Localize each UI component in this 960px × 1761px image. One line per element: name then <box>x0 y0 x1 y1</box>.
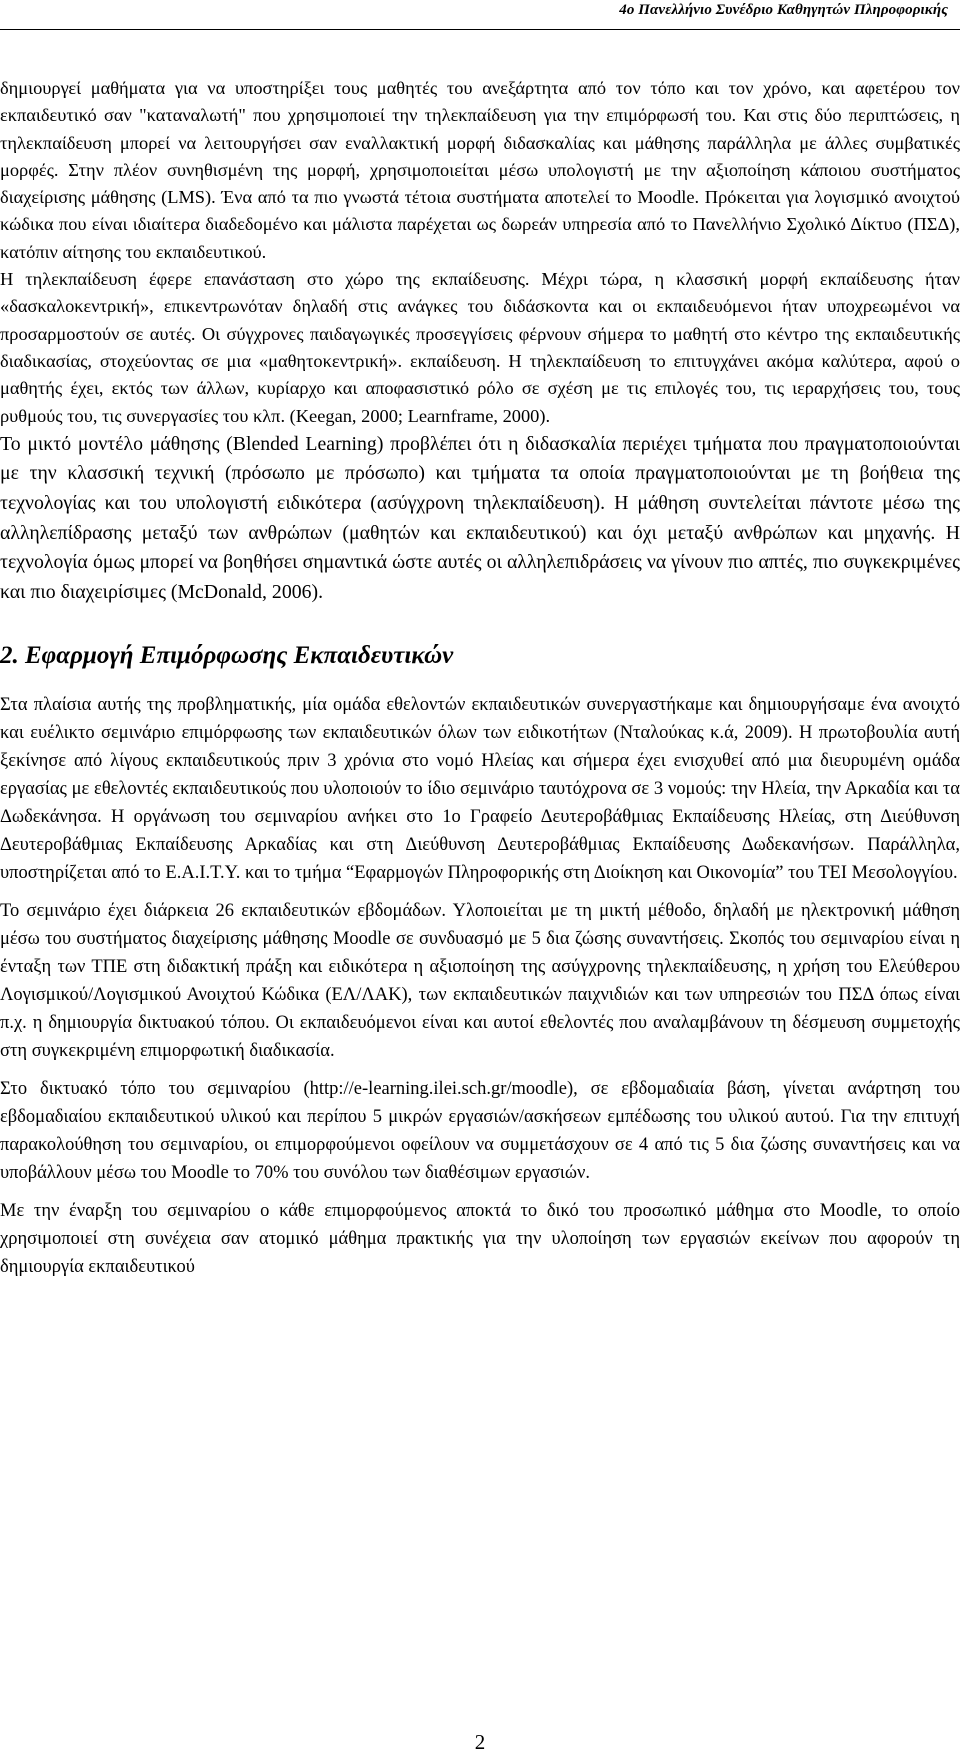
paragraph-revolution: Η τηλεκπαίδευση έφερε επανάσταση στο χώρο της εκπαίδευσης. Μέχρι τώρα, η κλασσική μορφή εκπαίδευσης ήταν «δασκαλοκεντρική», επικεντρωνόταν δηλαδή στις ανάγκες του διδάσκοντα και οι εκπαιδευόμενοι ήταν υποχρεωμένοι να προσαρμοστούν σε αυτές. Οι σύγχρονες παιδαγωγικές προσεγγίσεις φέρνουν σήμερα το μαθητή στο κέντρο της εκπαιδευτικής διαδικασίας, στοχεύοντας σε μια «μαθητοκεντρική». εκπαίδευση. Η τηλεκπαίδευση το επιτυγχάνει ακόμα καλύτερα, αφού ο μαθητής έχει, εκτός των άλλων, κυρίαρχο και αποφασιστικό ρόλο σε σχέση με τις επιλογές του, τις ιεραρχήσεις του, τους ρυθμούς του, τις συνεργασίες του κλπ. (Keegan, 2000; Learnframe, 2000). <box>0 269 960 426</box>
paragraph-blended-learning: Το μικτό μοντέλο μάθησης (Blended Learning) προβλέπει ότι η διδασκαλία περιέχει τμήματα που πραγματοποιούνται με την κλασσική τεχνική (πρόσωπο με πρόσωπο) και τμήματα τα οποία πραγματοποιούνται με τη βοήθεια της τεχνολογίας και του υπολογιστή ειδικότερα (ασύγχρονη τηλεκπαίδευση). Η μάθηση συντελείται πάντοτε μέσω της αλληλεπίδρασης μεταξύ των ανθρώπων (μαθητών και εκπαιδευτικού) και όχι μεταξύ ανθρώπων και μηχανής. Η τεχνολογία όμως μπορεί να βοηθήσει σημαντικά ώστε αυτές οι αλληλεπιδράσεις να γίνουν πιο απτές, πιο συγκεκριμένες και πιο διαχειρίσιμες (McDonald, 2006). <box>0 432 960 603</box>
section-heading: 2. Εφαρμογή Επιμόρφωσης Εκπαιδευτικών <box>0 642 454 670</box>
paragraph-lms: δημιουργεί μαθήματα για να υποστηρίξει τους μαθητές του ανεξάρτητα από τον τόπο και τον χρόνο, και αφετέρου τον εκπαιδευτικό σαν "καταναλωτή" που χρησιμοποιεί την τηλεκπαίδευση για την επιμόρφωσή του. Και στις δύο περιπτώσεις, η τηλεκπαίδευση μπορεί να λειτουργήσει σαν εναλλακτική μορφή διδασκαλίας και μάθησης παράλληλα με άλλες συμβατικές μορφές. Στην πλέον συνηθισμένη της μορφή, χρησιμοποιείται μέσω υπολογιστή με την αξιοποίηση κάποιου συστήματος διαχείρισης μάθησης (LMS). Ένα από τα πιο γνωστά τέτοια συστήματα αποτελεί το Moodle. Πρόκειται για λογισμικό ανοιχτού κώδικα που είναι ιδιαίτερα διαδεδομένο και μάλιστα παρέχεται ως δωρεάν υπηρεσία από το Πανελλήνιο Σχολικό Δίκτυο (ΠΣΔ), κατόπιν αίτησης του εκπαιδευτικού. <box>0 78 960 262</box>
paragraph-personal-course: Με την έναρξη του σεμιναρίου ο κάθε επιμορφούμενος αποκτά το δικό του προσωπικό μάθημα στο Moodle, το οποίο χρησιμοποιεί στη συνέχεια σαν ατομικό μάθημα πρακτικής για την υλοποίηση των εργασιών εκείνων που αφορούν τη δημιουργία εκπαιδευτικού <box>0 1201 960 1278</box>
page-content <box>0 75 960 1281</box>
header-divider <box>0 29 960 30</box>
page-number: 2 <box>474 1730 486 1754</box>
paragraph-seminar-website: Στο δικτυακό τόπο του σεμιναρίου (http://e-learning.ilei.sch.gr/moodle), σε εβδομαδιαία βάση, γίνεται ανάρτηση του εβδομαδιαίου εκπαιδευτικού υλικού και περίπου 5 μικρών εργασιών/ασκήσεων εμπέδωσης του υλικού αυτού. Για την επιτυχή παρακολούθηση του σεμιναρίου, οι επιμορφούμενοι οφείλουν να συμμετάσχουν σε 4 από τις 5 δια ζώσης συναντήσεις και να υποβάλλουν μέσω του Moodle το 70% του συνόλου των διαθέσιμων εργασιών. <box>0 1079 960 1184</box>
running-header: 4ο Πανελλήνιο Συνέδριο Καθηγητών Πληροφορικής <box>619 2 948 18</box>
paragraph-seminar-duration: Το σεμινάριο έχει διάρκεια 26 εκπαιδευτικών εβδομάδων. Υλοποιείται με τη μικτή μέθοδο, δηλαδή με ηλεκτρονική μάθηση μέσω του συστήματος διαχείρισης μάθησης Moodle σε συνδυασμό με 5 δια ζώσης συναντήσεις. Σκοπός του σεμιναρίου είναι η ένταξη των ΤΠΕ στη διδακτική πράξη και ειδικότερα η αξιοποίηση της ασύγχρονης τηλεκπαίδευσης, η χρήση του Ελεύθερου Λογισμικού/Λογισμικού Ανοιχτού Κώδικα (ΕΛ/ΛΑΚ), των εκπαιδευτικών παιχνιδιών και των υπηρεσιών του ΠΣΔ όπως είναι π.χ. η δημιουργία δικτυακού τόπου. Οι εκπαιδευόμενοι είναι και αυτοί εθελοντές που αναλαμβάνουν τη δέσμευση συμμετοχής στη συγκεκριμένη επιμορφωτική διαδικασία. <box>0 901 960 1062</box>
paragraph-seminar-intro: Στα πλαίσια αυτής της προβληματικής, μία ομάδα εθελοντών εκπαιδευτικών συνεργαστήκαμε και δημιουργήσαμε ένα ανοιχτό και ευέλικτο σεμινάριο επιμόρφωσης των εκπαιδευτικών όλων των ειδικοτήτων (Νταλούκας κ.ά, 2009). Η πρωτοβουλία αυτή ξεκίνησε από λίγους εκπαιδευτικούς πριν 3 χρόνια στο νομό Ηλείας και σήμερα έχει ενισχυθεί από μια διευρυμένη ομάδα εργασίας με εθελοντές εκπαιδευτικούς που υλοποιούν το ίδιο σεμινάριο ταυτόχρονα σε 3 νομούς: την Ηλεία, την Αρκαδία και τα Δωδεκάνησα. Η οργάνωση του σεμιναρίου ανήκει στο 1ο Γραφείο Δευτεροβάθμιας Εκπαίδευσης Ηλείας, στη Διεύθυνση Δευτεροβάθμιας Εκπαίδευσης Αρκαδίας και στη Διεύθυνση Δευτεροβάθμιας Εκπαίδευσης Δωδεκανήσων. Παράλληλα, υποστηρίζεται από το Ε.Α.Ι.Τ.Υ. και το τμήμα “Εφαρμογών Πληροφορικής στη Διοίκηση και Οικονομία” του ΤΕΙ Μεσολογγίου. <box>0 695 960 884</box>
